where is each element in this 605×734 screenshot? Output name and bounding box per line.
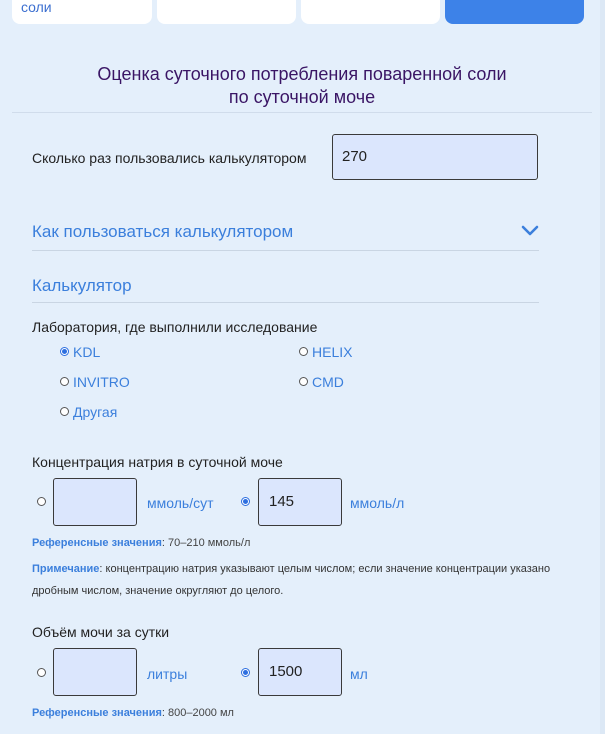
sodium-reference-value: : 70–210 ммоль/л xyxy=(161,537,251,549)
volume-reference-value: : 800–2000 мл xyxy=(161,707,234,719)
radio-sodium-mmol-day[interactable] xyxy=(37,497,46,506)
calculator-heading: Калькулятор xyxy=(32,276,132,295)
usage-counter-field: 270 xyxy=(332,134,538,180)
radio-sodium-mmol-l[interactable] xyxy=(241,497,250,506)
nav-tab-2[interactable] xyxy=(157,0,296,24)
page-title-line-2: по суточной моче xyxy=(228,87,376,107)
volume-reference-key: Референсные значения xyxy=(32,707,162,719)
volume-liters-input[interactable] xyxy=(53,648,137,696)
sodium-unit-mmol-day: ммоль/сут xyxy=(147,495,214,511)
laboratory-label: Лаборатория, где выполнили исследование xyxy=(32,319,318,335)
radio-lab-other-label[interactable]: Другая xyxy=(73,404,118,420)
radio-lab-invitro[interactable] xyxy=(60,377,69,386)
nav-tab-salt[interactable] xyxy=(12,0,152,24)
chevron-down-icon[interactable] xyxy=(520,224,540,238)
radio-lab-invitro-label[interactable]: INVITRO xyxy=(73,374,130,390)
usage-counter-label: Сколько раз пользовались калькулятором xyxy=(32,150,307,166)
sodium-reference-key: Референсные значения xyxy=(32,537,162,549)
radio-volume-liters[interactable] xyxy=(37,668,46,677)
volume-ml-input[interactable]: 1500 xyxy=(258,648,342,696)
radio-lab-helix-label[interactable]: HELIX xyxy=(312,344,353,360)
sodium-note-key: Примечание xyxy=(32,563,100,575)
volume-label: Объём мочи за сутки xyxy=(32,624,170,640)
volume-unit-ml: мл xyxy=(350,666,368,682)
sodium-note-text: : концентрацию натрия указывают целым числом; если значение концентрации указано дробным числом, значение округляют до целого. xyxy=(32,563,551,597)
page-title-line-1: Оценка суточного потребления поваренной соли xyxy=(97,64,507,84)
divider xyxy=(12,112,592,113)
divider xyxy=(32,250,539,251)
sodium-mmol-day-input[interactable] xyxy=(53,478,137,526)
nav-tab-salt-label: соли xyxy=(21,0,52,15)
radio-lab-other[interactable] xyxy=(60,407,69,416)
volume-reference xyxy=(32,707,234,719)
page-title xyxy=(12,63,592,109)
nav-tab-active[interactable] xyxy=(445,0,584,24)
radio-lab-kdl-label[interactable]: KDL xyxy=(73,344,101,360)
radio-lab-cmd-label[interactable]: CMD xyxy=(312,374,344,390)
radio-lab-cmd[interactable] xyxy=(299,377,308,386)
scrollbar[interactable] xyxy=(600,0,605,734)
radio-volume-ml[interactable] xyxy=(241,668,250,677)
how-to-use-accordion[interactable]: Как пользоваться калькулятором xyxy=(32,222,294,241)
top-navigation xyxy=(0,0,605,40)
volume-unit-liters: литры xyxy=(147,666,188,682)
radio-lab-kdl[interactable] xyxy=(60,347,69,356)
divider xyxy=(32,302,539,303)
sodium-reference xyxy=(32,537,250,549)
nav-tab-3[interactable] xyxy=(301,0,440,24)
sodium-unit-mmol-l: ммоль/л xyxy=(350,495,405,511)
sodium-label: Концентрация натрия в суточной моче xyxy=(32,454,283,470)
sodium-mmol-l-input[interactable]: 145 xyxy=(258,478,342,526)
radio-lab-helix[interactable] xyxy=(299,347,308,356)
sodium-note xyxy=(32,558,562,602)
